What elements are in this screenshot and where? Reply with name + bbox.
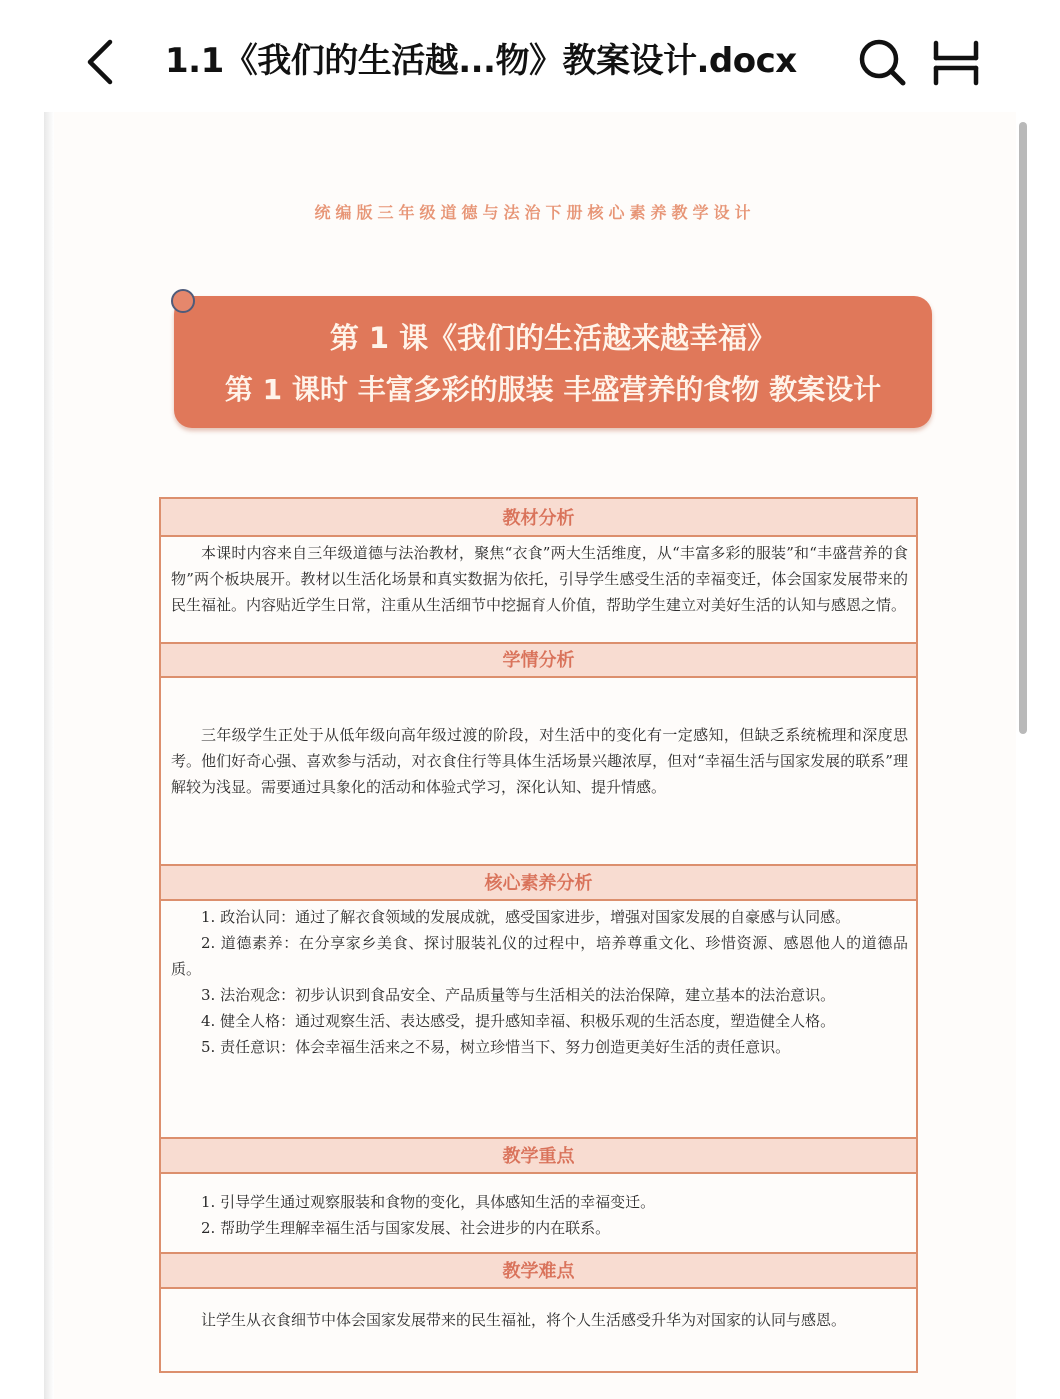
lesson-plan-table <box>159 497 918 1373</box>
section-body-textbook-analysis <box>171 540 908 618</box>
literacy-item: 3. 法治观念：初步认识到食品安全、产品质量等与生活相关的法治保障，建立基本的法治意识。 <box>201 986 836 1004</box>
section-heading-student-analysis: 学情分析 <box>161 642 916 678</box>
lesson-subtitle: 第 1 课时 丰富多彩的服装 丰盛营养的食物 教案设计 <box>224 373 882 406</box>
search-icon <box>856 36 908 88</box>
section-heading-core-literacy: 核心素养分析 <box>161 864 916 901</box>
page-shadow <box>44 112 54 1399</box>
document-title: 1.1《我们的生活越...物》教案设计.docx <box>165 41 797 81</box>
menu-button[interactable] <box>930 38 982 88</box>
literacy-item: 4. 健全人格：通过观察生活、表达感受，提升感知幸福、积极乐观的生活态度，塑造健全人格。 <box>201 1012 836 1030</box>
paragraph: 三年级学生正处于从低年级向高年级过渡的阶段，对生活中的变化有一定感知，但缺乏系统梳理和深度思考。他们好奇心强、喜欢参与活动，对衣食住行等具体生活场景兴趣浓厚，但对“幸福生活与国家发展的联系”理解较为浅显。需要通过具象化的活动和体验式学习，深化认知、提升情感。 <box>171 726 908 796</box>
section-body-student-analysis <box>171 722 908 800</box>
key-point-item: 2. 帮助学生理解幸福生活与国家发展、社会进步的内在联系。 <box>201 1219 611 1237</box>
section-heading-textbook-analysis: 教材分析 <box>161 499 916 537</box>
literacy-item: 5. 责任意识：体会幸福生活来之不易，树立珍惜当下、努力创造更美好生活的责任意识。 <box>201 1038 791 1056</box>
section-body-key-points <box>171 1189 908 1241</box>
paragraph: 本课时内容来自三年级道德与法治教材，聚焦“衣食”两大生活维度，从“丰富多彩的服装”和“丰盛营养的食物”两个板块展开。教材以生活化场景和真实数据为依托，引导学生感受生活的幸福变迁，体会国家发展带来的民生福祉。内容贴近学生日常，注重从生活细节中挖掘育人价值，帮助学生建立对美好生活的认知与感恩之情。 <box>171 544 908 614</box>
section-heading-difficulties: 教学难点 <box>161 1252 916 1289</box>
lesson-title: 第 1 课《我们的生活越来越幸福》 <box>329 321 777 355</box>
search-button[interactable] <box>856 36 908 88</box>
section-body-difficulties <box>171 1307 908 1333</box>
literacy-item: 2. 道德素养：在分享家乡美食、探讨服装礼仪的过程中，培养尊重文化、珍惜资源、感恩他人的道德品质。 <box>171 934 908 978</box>
chevron-left-icon <box>78 38 122 86</box>
banner-dot-decoration <box>171 289 195 313</box>
section-heading-key-points: 教学重点 <box>161 1137 916 1174</box>
scrollbar[interactable] <box>1019 122 1027 734</box>
top-bar <box>0 0 1060 115</box>
paragraph: 让学生从衣食细节中体会国家发展带来的民生福祉，将个人生活感受升华为对国家的认同与感恩。 <box>201 1311 847 1329</box>
key-point-item: 1. 引导学生通过观察服装和食物的变化，具体感知生活的幸福变迁。 <box>201 1193 656 1211</box>
back-button[interactable] <box>78 38 122 86</box>
section-body-core-literacy <box>171 904 908 1060</box>
literacy-item: 1. 政治认同：通过了解衣食领域的发展成就，感受国家进步，增强对国家发展的自豪感与认同感。 <box>201 908 851 926</box>
series-title: 统编版三年级道德与法治下册核心素养教学设计 <box>314 203 756 222</box>
menu-icon <box>930 38 982 88</box>
